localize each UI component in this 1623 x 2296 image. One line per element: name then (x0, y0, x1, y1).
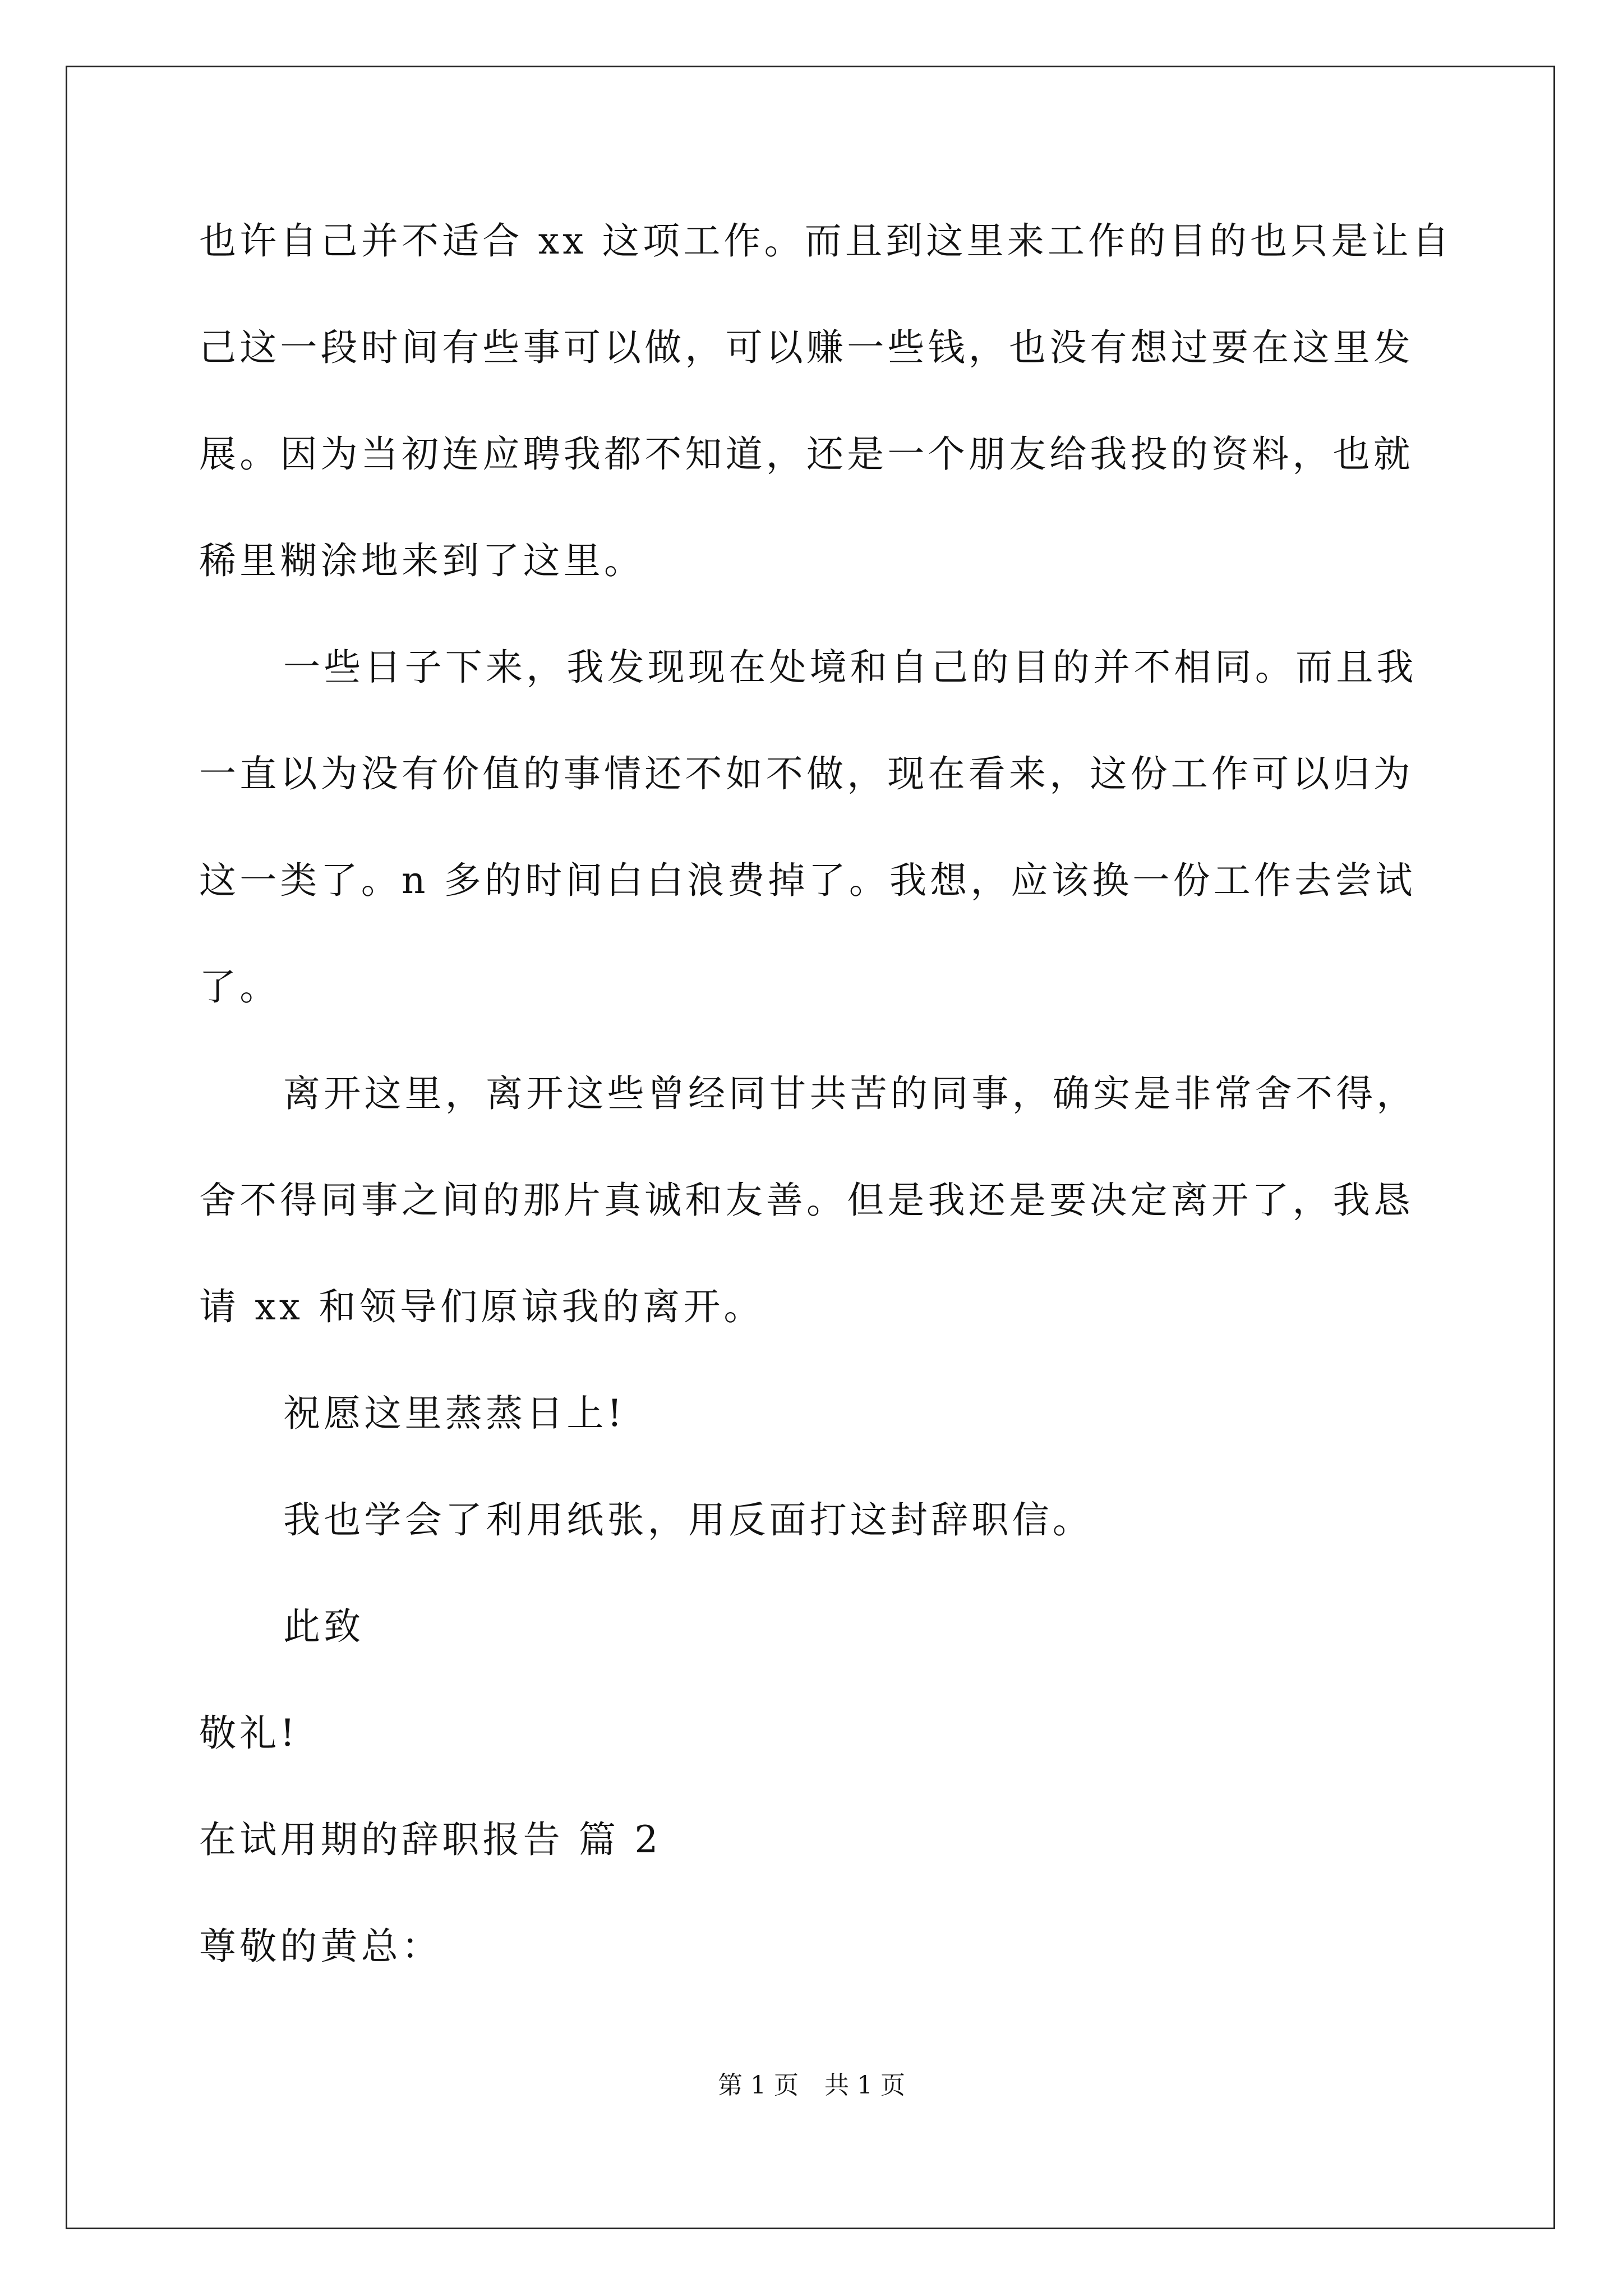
closing-line: 此致 (283, 1605, 365, 1648)
page-number-current: 第 1 页 (718, 2071, 799, 2100)
paragraph-line: 一些日子下来，我发现现在处境和自己的目的并不相同。而且我 (283, 646, 1417, 689)
paragraph-line: 了。 (199, 965, 280, 1009)
paragraph-line: 展。因为当初连应聘我都不知道，还是一个朋友给我投的资料，也就 (199, 432, 1414, 476)
greeting-line: 尊敬的黄总： (199, 1925, 442, 1968)
paragraph-line: 请 xx 和领导们原谅我的离开。 (199, 1285, 764, 1328)
paragraph-line: 己这一段时间有些事可以做，可以赚一些钱，也没有想过要在这里发 (199, 326, 1414, 369)
page-footer (0, 2070, 1623, 2101)
paragraph-line: 这一类了。n 多的时间白白浪费掉了。我想，应该换一份工作去尝试 (199, 859, 1416, 902)
paragraph-line: 稀里糊涂地来到了这里。 (199, 539, 645, 582)
section-heading: 在试用期的辞职报告 篇 2 (199, 1818, 662, 1861)
paragraph-line: 我也学会了利用纸张，用反面打这封辞职信。 (283, 1498, 1093, 1542)
paragraph-line: 一直以为没有价值的事情还不如不做，现在看来，这份工作可以归为 (199, 752, 1414, 795)
paragraph-line: 也许自己并不适合 xx 这项工作。而且到这里来工作的目的也只是让自 (199, 219, 1453, 263)
salutation-line: 敬礼! (199, 1711, 299, 1755)
document-body (199, 213, 1453, 2025)
page-number-total: 共 1 页 (824, 2071, 905, 2100)
paragraph-line: 离开这里，离开这些曾经同甘共苦的同事，确实是非常舍不得， (283, 1072, 1417, 1115)
paragraph-line: 祝愿这里蒸蒸日上! (283, 1392, 626, 1435)
paragraph-line: 舍不得同事之间的那片真诚和友善。但是我还是要决定离开了，我恳 (199, 1179, 1414, 1222)
